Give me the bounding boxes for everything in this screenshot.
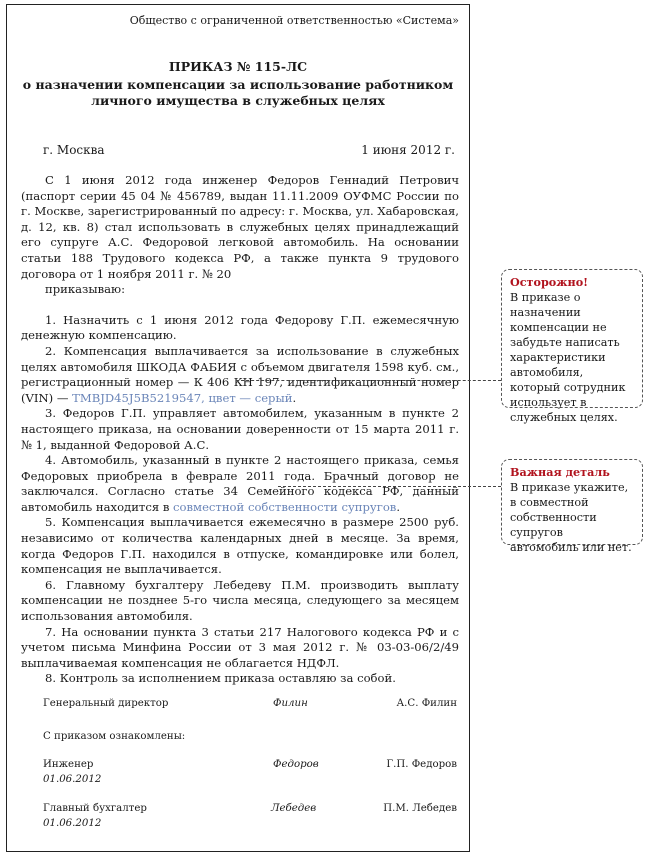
item-1: 1. Назначить с 1 июня 2012 года Федорову Г.П. ежемесячную денежную компенсацию. bbox=[21, 312, 459, 343]
director-signature: Филин bbox=[273, 698, 308, 709]
preamble-paragraph: С 1 июня 2012 года инженер Федоров Геннадий Петрович (паспорт серии 45 04 № 456789, выдан 11.11.2009 ОУФМС России по г. Москве, зарегистрированный по адресу: г. Москва, ул. Хабаровская, д. 12, кв. 8) стал использовать в служебных целях принадлежащий его супруге А.С. Федоровой легковой автомобиль. На основании статьи 188 Трудового кодекса РФ, а также пункта 9 трудового договора от 1 ноября 2011 г. № 20 bbox=[21, 173, 459, 281]
item-2-end: . bbox=[292, 390, 297, 405]
accountant-position: Главный бухгалтер bbox=[43, 803, 147, 814]
item-5: 5. Компенсация выплачивается ежемесячно в размере 2500 руб. независимо от количества календарных дней в месяце. За время, когда Федоров Г.П. находился в отпуске, командировке или болел, компенсация не выплачивается. bbox=[21, 515, 459, 577]
order-subtitle-line-1: о назначении компенсации за использование работником bbox=[22, 77, 454, 92]
order-word: приказываю: bbox=[45, 282, 126, 297]
item-7: 7. На основании пункта 3 статьи 217 Налогового кодекса РФ и с учетом письма Минфина России от 3 мая 2012 г. № 03-03-06/2/49 выплачиваемая компенсация не облагается НДФЛ. bbox=[21, 624, 459, 670]
caution-note bbox=[501, 269, 643, 424]
item-6: 6. Главному бухгалтеру Лебедеву П.М. производить выплату компенсации не позднее 5-го числа месяца, следующего за месяцем использования автомобиля. bbox=[21, 577, 459, 624]
detail-note-title: Важная деталь bbox=[510, 465, 610, 479]
order-city: г. Москва bbox=[43, 143, 105, 157]
vin-highlight: TMBJD45J5B5219547, цвет — серый bbox=[72, 390, 293, 405]
order-date: 1 июня 2012 г. bbox=[361, 143, 455, 157]
order-body bbox=[21, 173, 459, 687]
caution-note-text: В приказе о назначении компенсации не забудьте написать характеристики автомобиля, который сотрудник использует в служебных целях. bbox=[510, 291, 626, 424]
item-4 bbox=[21, 453, 459, 515]
item-8: 8. Контроль за исполнением приказа оставляю за собой. bbox=[45, 671, 396, 686]
item-4-text: 4. Автомобиль, указанный в пункте 2 настоящего приказа, семья Федоровых приобрела в феврале 2011 года. Брачный договор не заключался. Согласно статье 34 Семейного кодекса РФ, данный автомобиль находится в bbox=[21, 453, 459, 514]
item-2 bbox=[21, 344, 459, 406]
detail-note-text: В приказе укажите, в совместной собственности супругов автомобиль или нет. bbox=[510, 481, 632, 554]
engineer-signature: Федоров bbox=[273, 759, 319, 770]
caution-leader-line bbox=[236, 380, 501, 381]
engineer-position: Инженер bbox=[43, 759, 94, 770]
accountant-name: П.М. Лебедев bbox=[383, 803, 457, 814]
director-name: А.С. Филин bbox=[396, 698, 457, 709]
engineer-date: 01.06.2012 bbox=[43, 774, 102, 785]
detail-note bbox=[501, 459, 643, 554]
caution-note-title: Осторожно! bbox=[510, 275, 589, 289]
order-document bbox=[6, 4, 470, 852]
item-3: 3. Федоров Г.П. управляет автомобилем, указанным в пункте 2 настоящего приказа, на основании доверенности от 15 марта 2011 г. № 1, выданной Федоровой А.С. bbox=[21, 406, 459, 452]
engineer-name: Г.П. Федоров bbox=[386, 759, 457, 770]
item-2-text: 2. Компенсация выплачивается за использование в служебных целях автомобиля ШКОДА ФАБИЯ с объемом двигателя 1598 куб. см., регистрационный номер — К 406 КН 197, идентификационный номер (VIN) — bbox=[21, 343, 459, 405]
order-title: ПРИКАЗ № 115-ЛС bbox=[168, 59, 308, 74]
director-position: Генеральный директор bbox=[43, 698, 169, 709]
order-subtitle-line-2: личного имущества в служебных целях bbox=[91, 93, 385, 108]
detail-leader-line bbox=[278, 486, 501, 487]
acquainted-label: С приказом ознакомлены: bbox=[43, 731, 186, 742]
organization-name: Общество с ограниченной ответственностью «Система» bbox=[129, 14, 459, 27]
accountant-signature: Лебедев bbox=[271, 803, 317, 814]
accountant-date: 01.06.2012 bbox=[43, 818, 102, 829]
joint-ownership-highlight: совместной собственности супругов bbox=[173, 499, 397, 514]
item-4-end: . bbox=[396, 499, 401, 514]
